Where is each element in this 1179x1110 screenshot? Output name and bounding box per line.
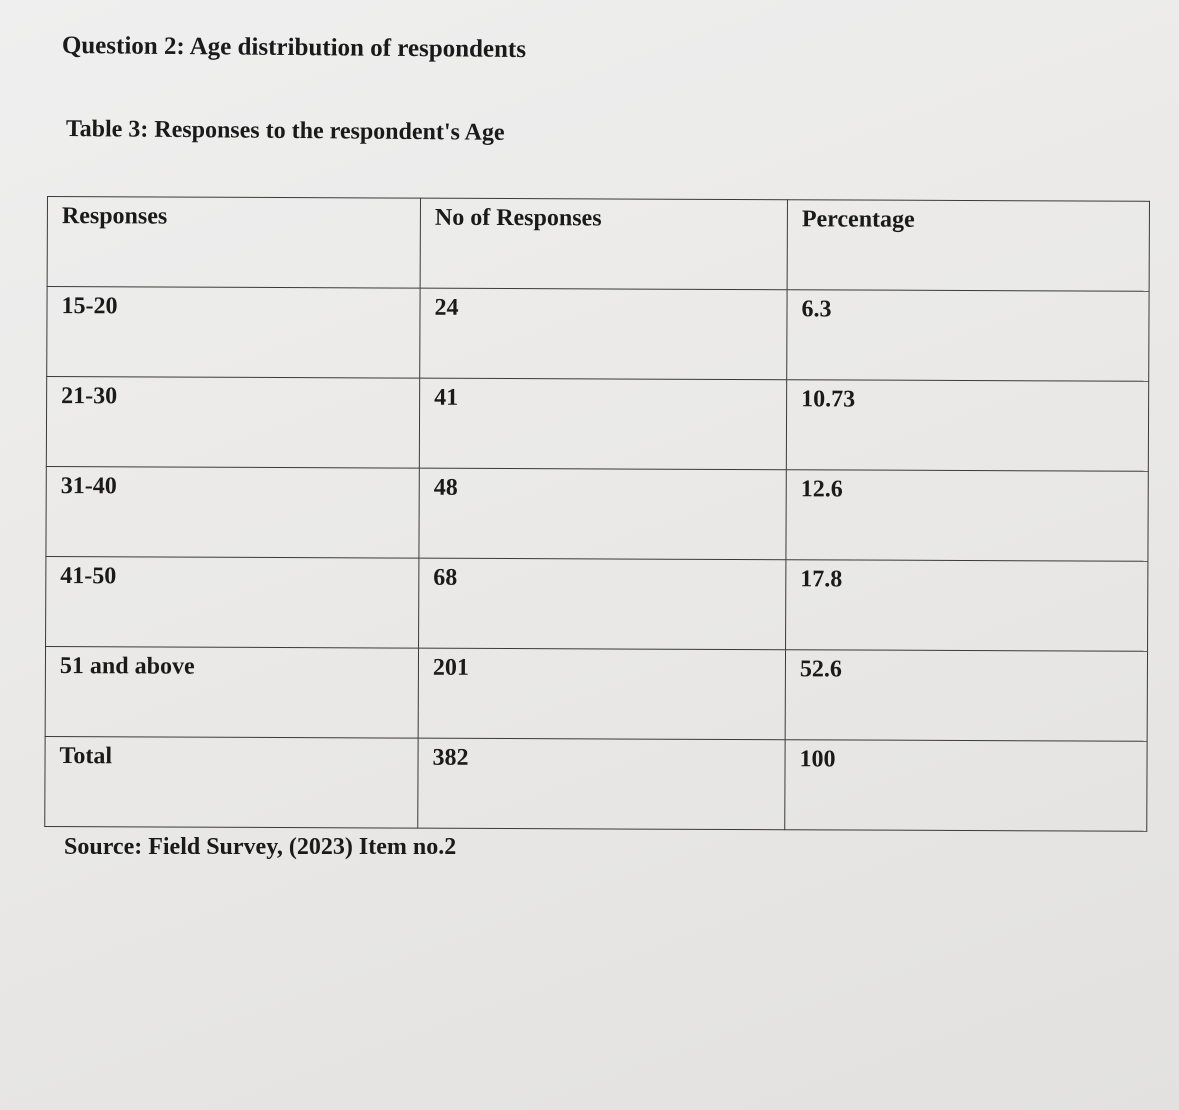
- table-cell: 12.6: [786, 470, 1148, 562]
- header-cell: No of Responses: [420, 198, 787, 290]
- table-cell: 6.3: [787, 290, 1149, 382]
- table-cell: 51 and above: [45, 646, 418, 738]
- table-cell: 201: [418, 648, 785, 740]
- table-row: [46, 466, 1148, 561]
- table-cell: 41-50: [46, 556, 419, 648]
- table-cell: 10.73: [786, 380, 1148, 472]
- table-cell: 24: [420, 288, 787, 380]
- table-cell: 48: [419, 468, 786, 560]
- source-note: Source: Field Survey, (2023) Item no.2: [64, 834, 457, 860]
- age-table-container: [44, 196, 1149, 831]
- table-cell: 68: [419, 558, 786, 650]
- age-distribution-table: [44, 196, 1150, 832]
- table-header-row: [47, 197, 1149, 292]
- table-cell: 41: [419, 378, 786, 470]
- question-heading: Question 2: Age distribution of respondents: [61, 32, 527, 64]
- table-row: [46, 377, 1148, 472]
- table-cell: 15-20: [47, 287, 420, 379]
- header-cell: Responses: [47, 197, 420, 289]
- table-cell: 31-40: [46, 466, 419, 558]
- table-total-row: [45, 736, 1147, 831]
- table-cell: 21-30: [46, 377, 419, 469]
- table-row: [46, 556, 1148, 651]
- header-cell: Percentage: [787, 200, 1149, 292]
- table-row: [47, 287, 1149, 382]
- table-cell: 17.8: [786, 560, 1148, 652]
- table-cell: 52.6: [785, 650, 1147, 742]
- table-cell: 382: [418, 738, 785, 830]
- table-cell: 100: [785, 740, 1147, 832]
- table-row: [45, 646, 1147, 741]
- table-title: Table 3: Responses to the respondent's Age: [65, 116, 505, 146]
- table-cell: Total: [45, 736, 418, 828]
